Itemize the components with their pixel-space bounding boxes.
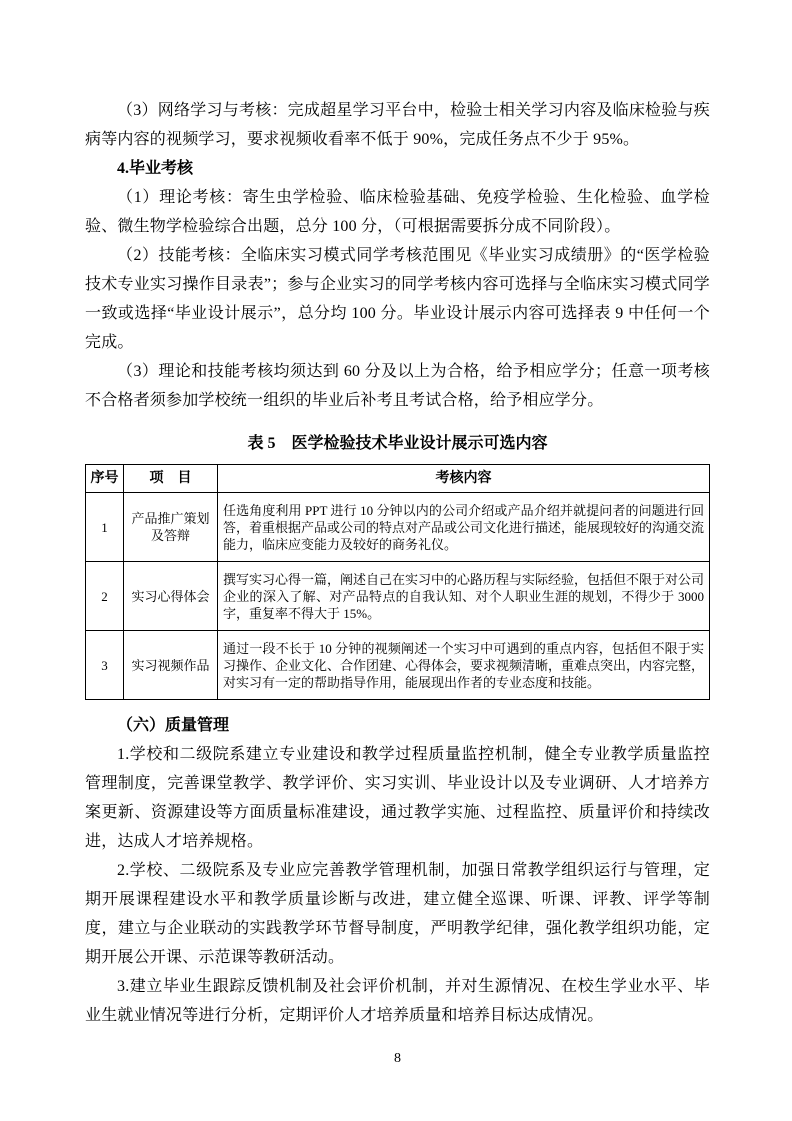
cell-item: 产品推广策划及答辩 [124, 493, 218, 562]
cell-no: 2 [86, 562, 124, 631]
col-header-no: 序号 [86, 465, 124, 493]
table-5-caption: 表 5 医学检验技术毕业设计展示可选内容 [247, 435, 548, 452]
table-row [86, 562, 710, 631]
paragraph-network-study: （3）网络学习与考核：完成超星学习平台中，检验士相关学习内容及临床检验与疾病等内容的视频学习，要求视频收看率不低于 90%，完成任务点不少于 95%。 [85, 102, 710, 148]
cell-item: 实习视频作品 [124, 631, 218, 700]
page-number: 8 [394, 1051, 401, 1066]
paragraph-quality-2: 2.学校、二级院系及专业应完善教学管理机制，加强日常教学组织运行与管理，定期开展课程建设水平和教学质量诊断与改进，建立健全巡课、听课、评教、评学等制度，建立与企业联动的实践教学环节督导制度，严明教学纪律，强化教学组织功能，定期开展公开课、示范课等教研活动。 [85, 862, 710, 966]
cell-content: 通过一段不长于 10 分钟的视频阐述一个实习中可遇到的重点内容，包括但不限于实习操作、企业文化、合作团建、心得体会，要求视频清晰，重难点突出，内容完整，对实习有一定的帮助指导作用，能展现出作者的专业态度和技能。 [218, 631, 710, 700]
paragraph-pass-criteria: （3）理论和技能考核均须达到 60 分及以上为合格，给予相应学分；任意一项考核不合格者须参加学校统一组织的毕业后补考且考试合格，给予相应学分。 [85, 363, 710, 409]
cell-item: 实习心得体会 [124, 562, 218, 631]
cell-no: 3 [86, 631, 124, 700]
paragraph-quality-1: 1.学校和二级院系建立专业建设和教学过程质量监控机制，健全专业教学质量监控管理制度，完善课堂教学、教学评价、实习实训、毕业设计以及专业调研、人才培养方案更新、资源建设等方面质量标准建设，通过教学实施、过程监控、质量评价和持续改进，达成人才培养规格。 [85, 746, 710, 850]
table-5-optional-content [85, 464, 710, 700]
heading-graduation-assessment: 4.毕业考核 [117, 160, 194, 177]
heading-quality-management: （六）质量管理 [117, 717, 230, 734]
cell-content: 任选角度利用 PPT 进行 10 分钟以内的公司介绍或产品介绍并就提问者的问题进行回答，着重根据产品或公司的特点对产品或公司文化进行描述，能展现较好的沟通交流能力，临床应变能力及较好的商务礼仪。 [218, 493, 710, 562]
table-header-row [86, 465, 710, 493]
paragraph-theory-exam: （1）理论考核：寄生虫学检验、临床检验基础、免疫学检验、生化检验、血学检验、微生物学检验综合出题，总分 100 分，（可根据需要拆分成不同阶段）。 [85, 189, 710, 235]
cell-no: 1 [86, 493, 124, 562]
table-row [86, 493, 710, 562]
paragraph-quality-3: 3.建立毕业生跟踪反馈机制及社会评价机制，并对生源情况、在校生学业水平、毕业生就业情况等进行分析，定期评价人才培养质量和培养目标达成情况。 [85, 978, 710, 1024]
cell-content: 撰写实习心得一篇，阐述自己在实习中的心路历程与实际经验，包括但不限于对公司企业的深入了解、对产品特点的自我认知、对个人职业生涯的规划，不得少于 3000 字，重复率不得大于 15%。 [218, 562, 710, 631]
table-row [86, 631, 710, 700]
paragraph-skill-exam: （2）技能考核：全临床实习模式同学考核范围见《毕业实习成绩册》的“医学检验技术专业实习操作目录表”；参与企业实习的同学考核内容可选择与全临床实习模式同学一致或选择“毕业设计展示”，总分均 100 分。毕业设计展示内容可选择表 9 中任何一个完成。 [85, 247, 710, 351]
col-header-item: 项 目 [124, 465, 218, 493]
col-header-content: 考核内容 [218, 465, 710, 493]
